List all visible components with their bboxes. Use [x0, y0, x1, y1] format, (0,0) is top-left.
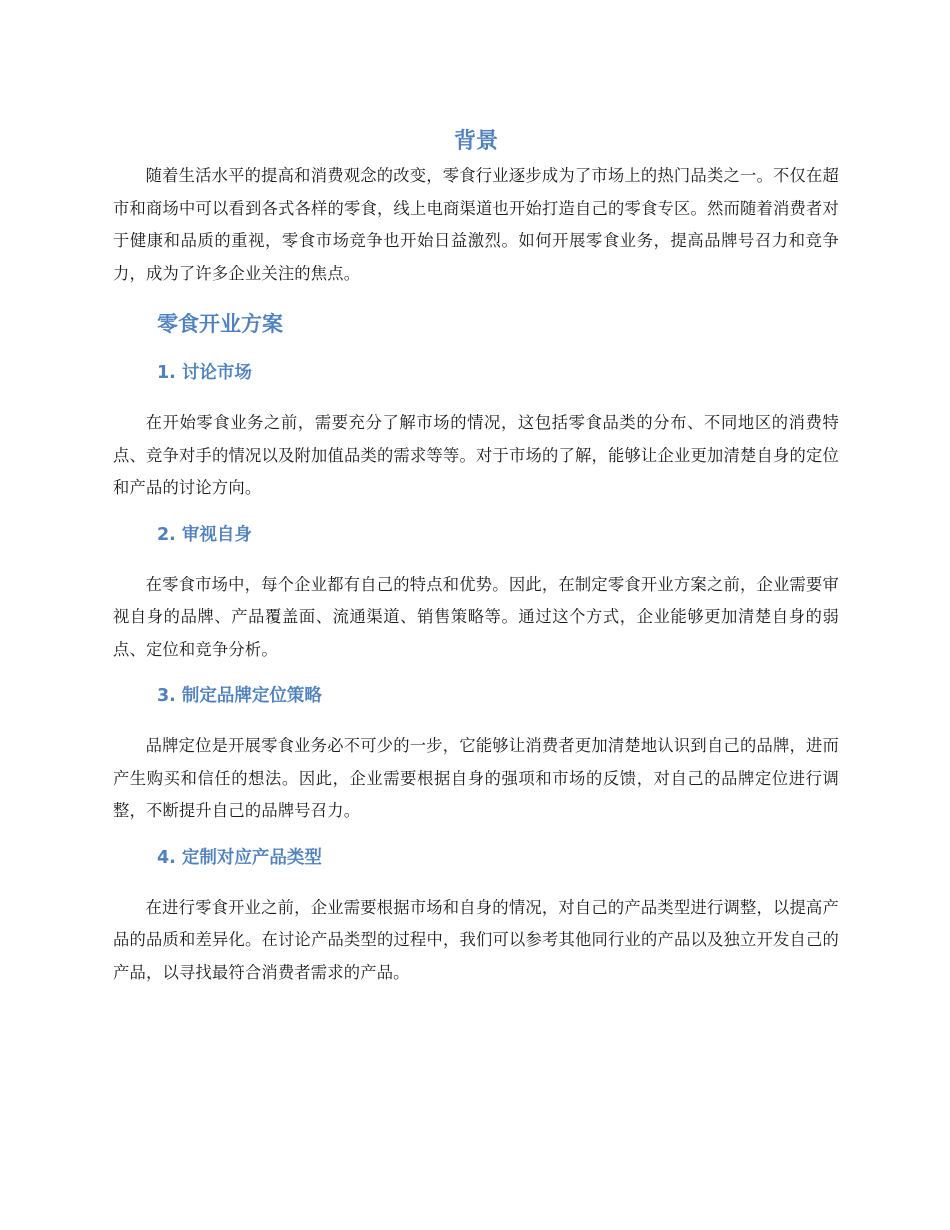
section-heading-brand-positioning: 3. 制定品牌定位策略	[157, 686, 322, 706]
section-body-self-review: 在零食市场中，每个企业都有自己的特点和优势。因此，在制定零食开业方案之前，企业需要审视自身的品牌、产品覆盖面、流通渠道、销售策略等。通过这个方式，企业能够更加清楚自身的弱点、定位和竞争分析。	[113, 574, 839, 659]
section-body-product-types: 在进行零食开业之前，企业需要根据市场和自身的情况，对自己的产品类型进行调整，以提高产品的品质和差异化。在讨论产品类型的过程中，我们可以参考其他同行业的产品以及独立开发自己的产品，以寻找最符合消费者需求的产品。	[113, 897, 839, 982]
document-title: 背景	[453, 129, 498, 154]
section-heading-product-types: 4. 定制对应产品类型	[157, 847, 322, 868]
section-heading-market: 1. 讨论市场	[157, 363, 252, 383]
section-body-brand-positioning: 品牌定位是开展零食业务必不可少的一步，它能够让消费者更加清楚地认识到自己的品牌，进而产生购买和信任的想法。因此，企业需要根据自身的强项和市场的反馈，对自己的品牌定位进行调整，不断提升自己的品牌号召力。	[113, 736, 839, 820]
section-body-market: 在开始零食业务之前，需要充分了解市场的情况，这包括零食品类的分布、不同地区的消费特点、竞争对手的情况以及附加值品类的需求等等。对于市场的了解，能够让企业更加清楚自身的定位和产品的讨论方向。	[113, 413, 839, 497]
intro-paragraph: 随着生活水平的提高和消费观念的改变，零食行业逐步成为了市场上的热门品类之一。不仅在超市和商场中可以看到各式各样的零食，线上电商渠道也开始打造自己的零食专区。然而随着消费者对于健康和品质的重视，零食市场竞争也开始日益激烈。如何开展零食业务，提高品牌号召力和竞争力，成为了许多企业关注的焦点。	[113, 166, 839, 283]
plan-heading: 零食开业方案	[157, 312, 283, 336]
section-heading-self-review: 2. 审视自身	[157, 524, 252, 545]
document-page	[113, 124, 839, 989]
